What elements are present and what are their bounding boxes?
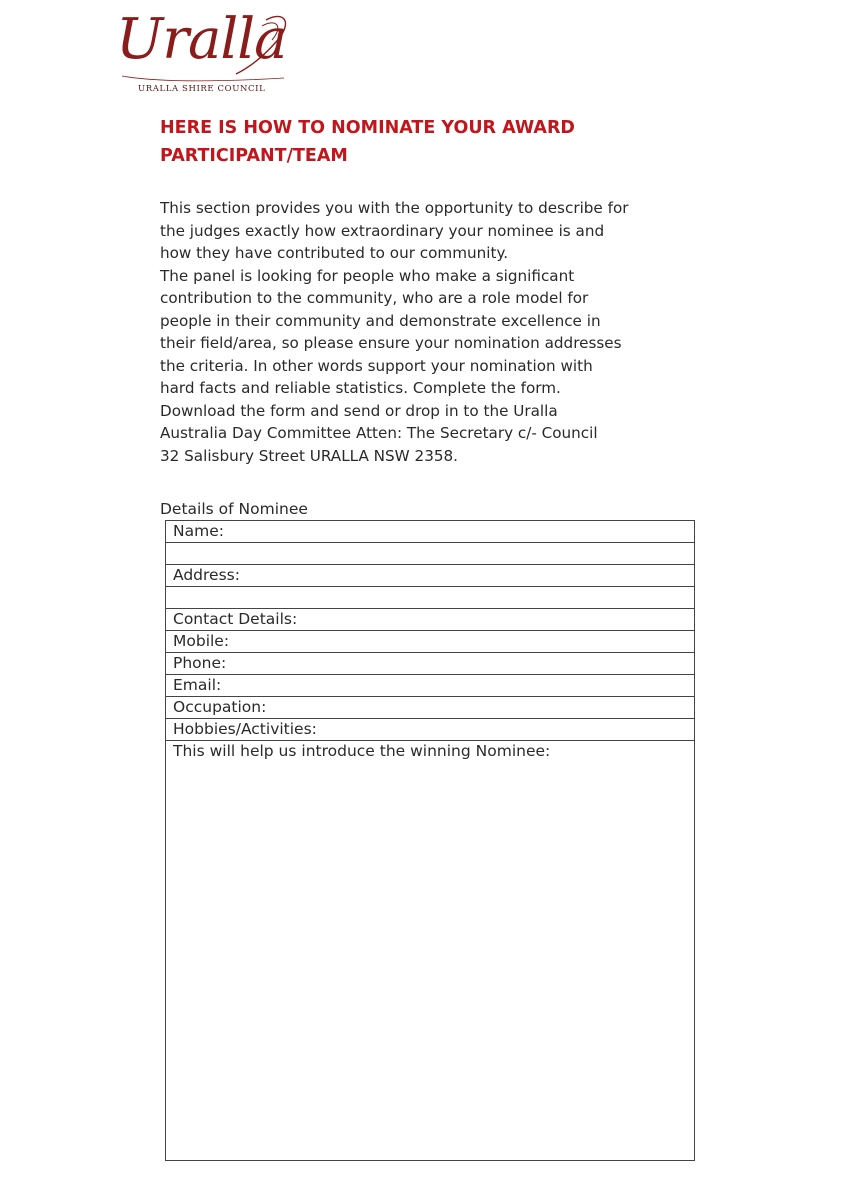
table-row [166, 697, 695, 719]
hobbies-activities-field[interactable]: Hobbies/Activities: [166, 719, 695, 741]
intro-line: their field/area, so please ensure your nomination addresses [160, 334, 622, 352]
table-row [166, 653, 695, 675]
council-logo [116, 7, 292, 102]
table-row [166, 719, 695, 741]
intro-line: how they have contributed to our community. [160, 244, 509, 262]
table-row [166, 675, 695, 697]
heading-line-2: PARTICIPANT/TEAM [160, 146, 348, 166]
intro-paragraph-1 [160, 197, 660, 265]
table-row [166, 565, 695, 587]
details-of-nominee-label: Details of Nominee [160, 500, 308, 518]
intro-line: contribution to the community, who are a role model for [160, 289, 589, 307]
logo-script-text: Uralla [116, 7, 287, 72]
intro-paragraph-2 [160, 265, 660, 468]
intro-line: The panel is looking for people who make a significant [160, 266, 575, 285]
table-row [166, 741, 695, 1161]
name-blank-field[interactable] [166, 543, 695, 565]
contact-details-field[interactable]: Contact Details: [166, 609, 695, 631]
heading-line-1: HERE IS HOW TO NOMINATE YOUR AWARD [160, 118, 575, 138]
intro-line: 32 Salisbury Street URALLA NSW 2358. [160, 446, 459, 465]
address-blank-field[interactable] [166, 587, 695, 609]
table-row [166, 631, 695, 653]
intro-line: This section provides you with the opportunity to describe for [160, 199, 629, 217]
phone-field[interactable]: Phone: [166, 653, 695, 675]
table-row [166, 543, 695, 565]
email-field[interactable]: Email: [166, 675, 695, 697]
intro-line: Download the form and send or drop in to the Uralla [160, 401, 558, 420]
nominee-details-form [165, 520, 695, 1161]
address-field[interactable]: Address: [166, 565, 695, 587]
mobile-field[interactable]: Mobile: [166, 631, 695, 653]
intro-line: the criteria. In other words support your nomination with [160, 356, 593, 375]
intro-text [160, 197, 660, 467]
intro-line: people in their community and demonstrate excellence in [160, 311, 601, 330]
winning-nominee-introduction-field[interactable]: This will help us introduce the winning Nominee: [166, 741, 695, 1161]
occupation-field[interactable]: Occupation: [166, 697, 695, 719]
name-field[interactable]: Name: [166, 521, 695, 543]
page-heading [160, 114, 720, 170]
table-row [166, 521, 695, 543]
intro-line: the judges exactly how extraordinary your nominee is and [160, 221, 605, 240]
table-row [166, 587, 695, 609]
intro-line: hard facts and reliable statistics. Complete the form. [160, 379, 561, 397]
intro-line: Australia Day Committee Atten: The Secretary c/- Council [160, 424, 598, 442]
logo-subtitle: URALLA SHIRE COUNCIL [138, 84, 266, 94]
table-row [166, 609, 695, 631]
